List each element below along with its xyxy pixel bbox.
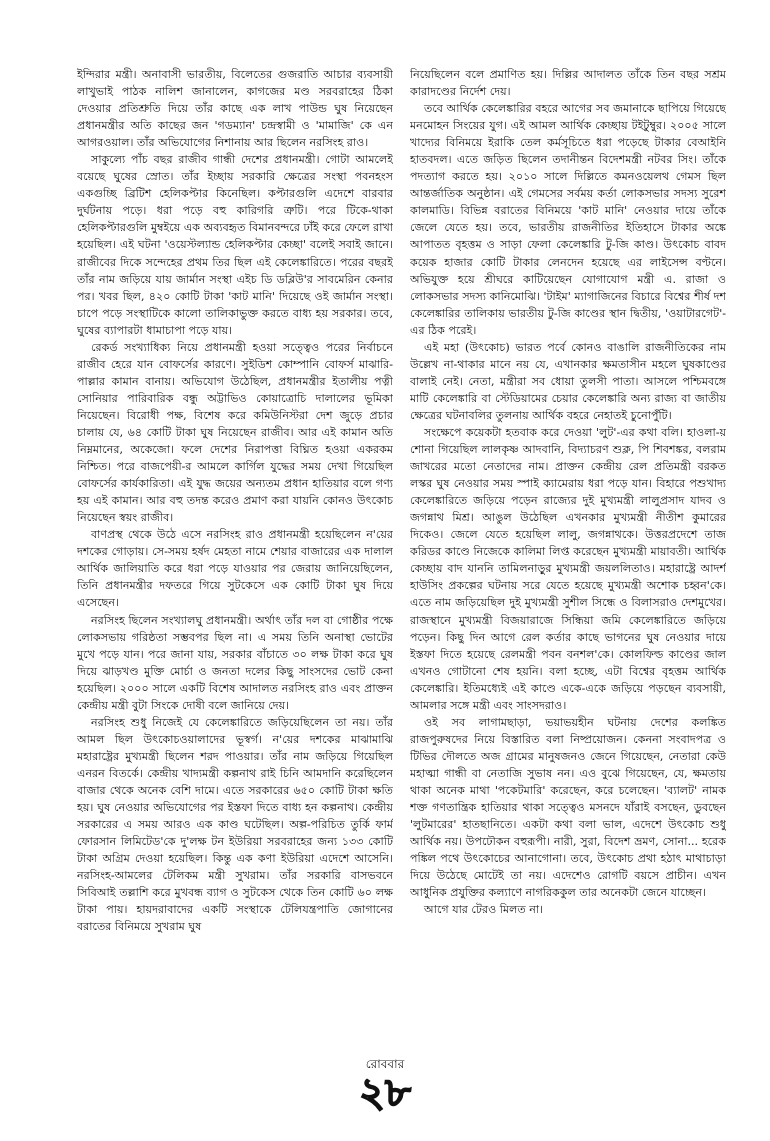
paragraph: নরসিংহ শুধু নিজেই যে কেলেঙ্কারিতে জড়িয়েছিলেন তা নয়। তাঁর আমল ছিল উৎকোচওয়ালাদের ভূস্বর্গ। ন'য়ের দশকের মাঝামাঝি মহারাষ্ট্রের মুখ্যমন্ত্রী ছিলেন শরদ পাওয়ার। তাঁর নাম জড়িয়ে গিয়েছিল এনরন বিতর্কে। কেন্দ্রীয় খাদ্যমন্ত্রী কল্পনাথ রাই চিনি আমদানি করেছিলেন বাজার থেকে অনেক বেশি দামে। এতে সরকারের ৬৫০ কোটি টাকা ক্ষতি হয়। ঘুষ নেওয়ার অভিযোগের পর ইস্তফা দিতে বাধ্য হন কল্পনাথ। কেন্দ্রীয় সরকারের এ সময় আরও এক কাণ্ড ঘটেছিল। অল্প-পরিচিত তুর্কি ফার্ম ফোরসান লিমিটেড'কে দু'লক্ষ টন ইউরিয়া সরবরাহের জন্য ১৩৩ কোটি টাকা অগ্রিম দেওয়া হয়েছিল। কিন্তু এক কণা ইউরিয়া এদেশে আসেনি। নরসিংহ-আমলের টেলিকম মন্ত্রী সুখরাম। তাঁর সরকারি বাসভবনে সিবিআই তল্লাশি করে মুখবন্ধ ব্যাগ ও সুটকেস থেকে তিন কোটি ৬০ লক্ষ টাকা পায়। হায়দরাবাদের একটি সংস্থাকে টেলিযন্ত্রপাতি জোগানের বরাতের বিনিময়ে সুখরাম ঘুষ [77, 715, 393, 934]
page-number: ২৮ [359, 1070, 411, 1116]
paragraph: ইন্দিরার মন্ত্রী। অনাবাসী ভারতীয়, বিলেতের গুজরাতি আচার ব্যবসায়ী লাখুভাই পাঠক নালিশ জানালেন, কাগজের মণ্ড সরবরাহের ঠিকা দেওয়ার প্রতিশ্রুতি দিয়ে তাঁর কাছে এক লাখ পাউন্ড ঘুষ নিয়েছেন প্রধানমন্ত্রীর অতি কাছের জন 'গডম্যান' চন্দ্রস্বামী ও 'মামাজি' কে এন আগরওয়াল। তাঁর অভিযোগের নিশানায় আর ছিলেন নরসিংহ রাও। [77, 68, 393, 150]
paragraph: এই মহা (উৎকোচ) ভারত পর্বে কোনও বাঙালি রাজনীতিকের নাম উল্লেখ না-থাকার মানে নয় যে, এখানকার ক্ষমতাসীন মহলে ঘুষকাণ্ডের বালাই নেই। নেতা, মন্ত্রীরা সব ধোয়া তুলসী পাতা। আসলে পশ্চিমবঙ্গে মাটি কেলেঙ্কারি বা স্টেডিয়ামের চেয়ার কেলেঙ্কারি অন্য রাজ্য বা জাতীয় ক্ষেত্রের ঘটনাবলির তুলনায় আর্থিক বহরে নেহাতই চুনোপুঁটি। [410, 340, 726, 422]
magazine-name: রোববার [365, 1057, 405, 1071]
paragraph: সাকুল্যে পাঁচ বছর রাজীব গান্ধী দেশের প্রধানমন্ত্রী। গোটা আমলেই বয়েছে ঘুষের স্রোত। তাঁর ইচ্ছায় সরকারি ক্ষেত্রের সংস্থা পবনহংস একগুচ্ছি ব্রিটিশ হেলিকপ্টার কিনেছিল। কপ্টারগুলি এদেশে বারবার দুর্ঘটনায় পড়ে। ধরা পড়ে বহু কারিগরি ত্রুটি। পরে টিকে-থাকা হেলিকপ্টারগুলি মুম্বইয়ে এক অব্যবহৃত বিমানবন্দরে ঢাঁই করে ফেলে রাখা হয়েছিল। এই ঘটনা 'ওয়েস্টল্যান্ড হেলিকপ্টার কেচ্ছা' বলেই সবাই জানে। রাজীবের দিকে সন্দেহের প্রথম তির ছিল এই কেলেঙ্কারিতে। পরের বছরই তাঁর নাম জড়িয়ে যায় জার্মান সংস্থা এইচ ডি ডব্লিউ'র সাবমেরিন কেনার পর। খবর ছিল, ৪২০ কোটি টাকা 'কাট মানি' দিয়েছে ওই জার্মান সংস্থা। চাপে পড়ে সংস্থাটিকে কালো তালিকাভুক্ত করতে বাধ্য হয় সরকার। তবে, ঘুষের ব্যাপারটা ধামাচাপা পড়ে যায়। [77, 153, 393, 337]
left-column [77, 66, 393, 1050]
paragraph: বাণপ্রস্থ থেকে উঠে এসে নরসিংহ রাও প্রধানমন্ত্রী হয়েছিলেন ন'য়ের দশকের গোড়ায়। সে-সময় হর্ষদ মেহতা নামে শেয়ার বাজারের এক দালাল আর্থিক জালিয়াতি করে ধরা পড়ে যাওয়ার পর জেরায় জানিয়েছিলেন, তিনি প্রধানমন্ত্রীর দফতরে গিয়ে সুটকেসে এক কোটি টাকা ঘুষ দিয়ে এসেছেন। [77, 528, 393, 610]
right-column [410, 66, 726, 1050]
paragraph: সংক্ষেপে কয়েকটা হতবাক করে দেওয়া 'লুট'-এর কথা বলি। হাওলা-য় শোনা গিয়েছিল লালকৃষ্ণ আদবানি, বিদ্যাচরণ শুক্ল, পি শিবশঙ্কর, বলরাম জাখরের মতো নেতাদের নাম। প্রাক্তন কেন্দ্রীয় রেল প্রতিমন্ত্রী বরকত লস্কর ঘুষ নেওয়ার সময় স্পাই ক্যামেরায় ধরা পড়ে যান। বিহারে পশুখাদ্য কেলেঙ্কারিতে জড়িয়ে পড়েন রাজ্যের দুই মুখ্যমন্ত্রী লালুপ্রসাদ যাদব ও জগন্নাথ মিশ্র। আঙুল উঠেছিল এখনকার মুখ্যমন্ত্রী নীতীশ কুমারের দিকেও। জেলে যেতে হয়েছিল লালু, জগন্নাথকে। উত্তরপ্রদেশে তাজ করিডর কাণ্ডে নিজেকে কালিমা লিপ্ত করেছেন মুখ্যমন্ত্রী মায়াবতী। আর্থিক কেচ্ছায় বাদ যাননি তামিলনাড়ুর মুখ্যমন্ত্রী জয়ললিতাও। মহারাষ্ট্রে আদর্শ হাউসিং প্রকল্পের ঘটনায় সরে যেতে হয়েছে মুখ্যমন্ত্রী অশোক চহ্বন'কে। এতে নাম জড়িয়েছিল দুই মুখ্যমন্ত্রী সুশীল সিন্ধে ও বিলাসরাও দেশমুখের। রাজস্থানে মুখ্যমন্ত্রী বিজয়ারাজে সিন্ধিয়া জমি কেলেঙ্কারিতে জড়িয়ে পড়েন। কিছু দিন আগে রেল কর্তার কাছে ভাগনের ঘুষ নেওয়ার দায়ে ইস্তফা দিতে হয়েছে রেলমন্ত্রী পবন বনশল'কে। কোলফিল্ড কাণ্ডের জাল এখনও গোটানো শেষ হয়নি। বলা হচ্ছে, এটা বিশ্বের বৃহত্তম আর্থিক কেলেঙ্কারি। ইতিমধ্যেই এই কাণ্ডে একে-একে জড়িয়ে পড়ছেন ব্যবসায়ী, আমলার সঙ্গে মন্ত্রী এবং সাংসদরাও। [410, 425, 726, 712]
paragraph: তবে আর্থিক কেলেঙ্কারির বহরে আগের সব জমানাকে ছাপিয়ে গিয়েছে মনমোহন সিংয়ের যুগ। এই আমল আর্থিক কেচ্ছায় টইটুম্বুর। ২০০৫ সালে খাদ্যের বিনিময়ে ইরাকি তেল কর্মসূচিতে ধরা পড়েছে টাকার বেআইনি হাতবদল। এতে জড়িত ছিলেন তদানীন্তন বিদেশমন্ত্রী নটবর সিং। তাঁকে পদত্যাগ করতে হয়। ২০১০ সালে দিল্লিতে কমনওয়েলথ গেমস ছিল আন্তর্জাতিক অনুষ্ঠান। এই গেমসের সর্বময় কর্তা লোকসভার সদস্য সুরেশ কালমাডি। বিভিন্ন বরাতের বিনিময়ে 'কাট মানি' নেওয়ার দায়ে তাঁকে জেলে যেতে হয়। তবে, ভারতীয় রাজনীতির ইতিহাসে টাকার অঙ্কে আপাতত বৃহত্তম ও সাড়া ফেলা কেলেঙ্কারি টু-জি কাণ্ড। উৎকোচ বাবদ কয়েক হাজার কোটি টাকার লেনদেন হয়েছে এর লাইসেন্স বণ্টনে। অভিযুক্ত হয়ে শ্রীঘরে কাটিয়েছেন যোগাযোগ মন্ত্রী এ. রাজা ও লোকসভার সদস্য কানিমোঝি। 'টাইম' ম্যাগাজিনের বিচারে বিশ্বের শীর্ষ দশ কেলেঙ্কারির তালিকায় ভারতীয় টু-জি কাণ্ডের স্থান দ্বিতীয়, 'ওয়াটারগেট'-এর ঠিক পরেই। [410, 102, 726, 337]
paragraph: ওই সব লাগামছাড়া, ভয়াভয়হীন ঘটনায় দেশের কলঙ্কিত রাজপুরুষদের নিয়ে বিস্তারিত বলা নিষ্প্রয়োজন। কেননা সংবাদপত্র ও টিভির দৌলতে অজ গ্রামের মানুষজনও জেনে গিয়েছেন, নেতারা কেউ মহাত্মা গান্ধী বা নেতাজি সুভাষ নন। এও বুঝে গিয়েছেন, যে, ক্ষমতায় থাকা অনেক মাথা 'পকেটমারি' করেছেন, করে চলেছেন। 'ব্যালট' নামক শক্ত গণতান্ত্রিক হাতিয়ার থাকা সত্ত্বেও মসনদে যাঁরাই বসছেন, ডুবছেন 'লুটমারের' হাতছানিতে। একটা কথা বলা ভাল, এদেশে উৎকোচ শুধু আর্থিক নয়। উপঢৌকন বহুরূপী। নারী, সুরা, বিদেশ ভ্রমণ, সোনা... হরেক পঙ্কিল পথে উৎকোচের আনাগোনা। তবে, উৎকোচ প্রথা হঠাৎ মাথাচাড়া দিয়ে উঠেছে মোটেই তা নয়। এদেশেও রোগটি বয়সে প্রাচীন। এখন আধুনিক প্রযুক্তির কল্যাণে নাগরিককুল তার অনেকটা জেনে যাচ্ছেন। [410, 715, 726, 900]
paragraph: রেকর্ড সংখ্যাধিক্য নিয়ে প্রধানমন্ত্রী হওয়া সত্ত্বেও পরের নির্বাচনে রাজীব হেরে যান বোফর্সের কারণে। সুইডিশ কোম্পানি বোফর্স মাঝারি-পাল্লার কামান বানায়। অভিযোগ উঠেছিল, প্রধানমন্ত্রীর ইতালীয় পত্নী সোনিয়ার পারিবারিক বন্ধু অট্টাভিও কোয়াত্রোচি দালালের ভূমিকা নিয়েছেন। বিরোধী পক্ষ, বিশেষ করে কমিউনিস্টরা দেশ জুড়ে প্রচার চালায় যে, ৬৪ কোটি টাকা ঘুষ নিয়েছেন রাজীব। আর এই কামান অতি নিম্নমানের, অকেজো। ফলে দেশের নিরাপত্তা বিঘ্নিত হওয়া একরকম নিশ্চিত। পরে বাজপেয়ী-র আমলে কার্গিল যুদ্ধের সময় দেখা গিয়েছিল বোফর্সের কার্যকারিতা। এই যুদ্ধ জয়ের অন্যতম প্রধান হাতিয়ার বলে গণ্য হয় এই কামান। আর বহু তদন্ত করেও প্রমাণ করা যায়নি কোনও উৎকোচ নিয়েছেন স্বয়ং রাজীব। [77, 340, 393, 525]
paragraph: নিয়েছিলেন বলে প্রমাণিত হয়। দিল্লির আদালত তাঁকে তিন বছর সশ্রম কারাদণ্ডের নির্দেশ দেয়। [410, 68, 726, 99]
paragraph: আগে যার টেরও মিলত না। [424, 903, 544, 917]
paragraph: নরসিংহ ছিলেন সংখ্যালঘু প্রধানমন্ত্রী। অর্থাৎ তাঁর দল বা গোষ্ঠীর পক্ষে লোকসভায় গরিষ্ঠতা সম্ভবপর ছিল না। এ সময় তিনি অনাস্থা ভোটের মুখে পড়ে যান। পরে জানা যায়, সরকার বাঁচাতে ৩০ লক্ষ টাকা করে ঘুষ দিয়ে ঝাড়খণ্ড মুক্তি মোর্চা ও জনতা দলের কিছু সাংসদের ভোট কেনা হয়েছিল। ২০০০ সালে একটি বিশেষ আদালত নরসিংহ রাও এবং প্রাক্তন কেন্দ্রীয় মন্ত্রী বুটা সিংকে দোষী বলে জানিয়ে দেয়। [77, 613, 393, 712]
